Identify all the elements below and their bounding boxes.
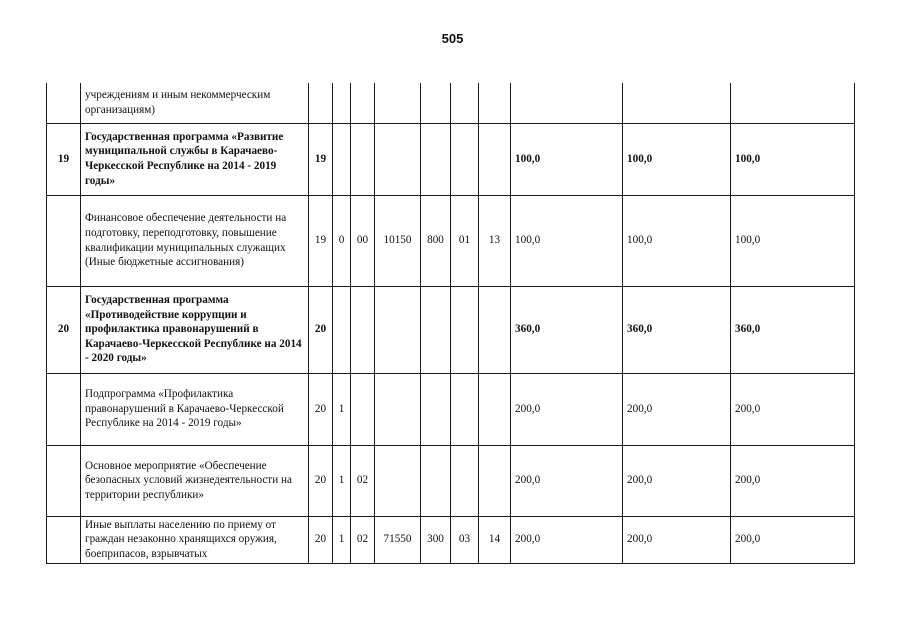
row-number <box>47 373 81 445</box>
code-program: 20 <box>309 516 333 563</box>
amount-year-3: 100,0 <box>731 123 855 195</box>
amount-year-3 <box>731 83 855 123</box>
code-direction: 71550 <box>375 516 421 563</box>
code-activity <box>351 123 375 195</box>
code-subprogram: 1 <box>333 445 351 516</box>
code-subprogram: 0 <box>333 195 351 286</box>
code-activity <box>351 286 375 373</box>
row-name: Государственная программа «Развитие муниципальной службы в Карачаево-Черкесской Республике на 2014 - 2019 годы» <box>81 123 309 195</box>
code-program: 20 <box>309 373 333 445</box>
table-row <box>47 373 855 445</box>
code-direction <box>375 373 421 445</box>
amount-year-3: 200,0 <box>731 445 855 516</box>
row-number <box>47 445 81 516</box>
row-name: учреждениям и иным некоммерческим организациям) <box>81 83 309 123</box>
budget-table <box>46 83 855 564</box>
code-subprogram: 1 <box>333 373 351 445</box>
amount-year-2: 100,0 <box>623 123 731 195</box>
code-direction <box>375 445 421 516</box>
code-activity <box>351 83 375 123</box>
code-direction <box>375 123 421 195</box>
code-subsection <box>479 286 511 373</box>
code-section <box>451 83 479 123</box>
code-subsection <box>479 445 511 516</box>
code-subprogram <box>333 123 351 195</box>
amount-year-2: 200,0 <box>623 516 731 563</box>
row-number: 19 <box>47 123 81 195</box>
code-expense-type <box>421 286 451 373</box>
table-body <box>47 83 855 563</box>
code-section: 01 <box>451 195 479 286</box>
amount-year-2 <box>623 83 731 123</box>
code-expense-type <box>421 445 451 516</box>
table-row <box>47 195 855 286</box>
amount-year-1: 200,0 <box>511 445 623 516</box>
code-subsection: 14 <box>479 516 511 563</box>
code-program: 20 <box>309 286 333 373</box>
code-subsection <box>479 373 511 445</box>
code-subsection <box>479 123 511 195</box>
code-section <box>451 286 479 373</box>
table-row <box>47 445 855 516</box>
code-subsection: 13 <box>479 195 511 286</box>
code-direction <box>375 286 421 373</box>
amount-year-2: 200,0 <box>623 373 731 445</box>
row-name: Подпрограмма «Профилактика правонарушений в Карачаево-Черкесской Республике на 2014 - 2019 годы» <box>81 373 309 445</box>
row-number: 20 <box>47 286 81 373</box>
amount-year-3: 200,0 <box>731 516 855 563</box>
code-activity <box>351 373 375 445</box>
amount-year-3: 200,0 <box>731 373 855 445</box>
code-program <box>309 83 333 123</box>
code-direction: 10150 <box>375 195 421 286</box>
row-name: Иные выплаты населению по приему от граждан незаконно хранящихся оружия, боеприпасов, взрывчатых <box>81 516 309 563</box>
amount-year-1: 100,0 <box>511 123 623 195</box>
page-number: 505 <box>441 31 464 46</box>
amount-year-3: 360,0 <box>731 286 855 373</box>
amount-year-2: 200,0 <box>623 445 731 516</box>
code-direction <box>375 83 421 123</box>
code-section <box>451 373 479 445</box>
table-row <box>47 123 855 195</box>
code-expense-type: 800 <box>421 195 451 286</box>
amount-year-1: 200,0 <box>511 516 623 563</box>
code-program: 19 <box>309 195 333 286</box>
code-subprogram <box>333 83 351 123</box>
code-subprogram <box>333 286 351 373</box>
table-row <box>47 286 855 373</box>
amount-year-2: 100,0 <box>623 195 731 286</box>
row-name: Основное мероприятие «Обеспечение безопасных условий жизнедеятельности на территории республики» <box>81 445 309 516</box>
code-activity: 00 <box>351 195 375 286</box>
code-activity: 02 <box>351 445 375 516</box>
amount-year-1: 360,0 <box>511 286 623 373</box>
amount-year-1: 100,0 <box>511 195 623 286</box>
table-row <box>47 83 855 123</box>
row-number <box>47 195 81 286</box>
code-section: 03 <box>451 516 479 563</box>
row-name: Финансовое обеспечение деятельности на подготовку, переподготовку, повышение квалификации муниципальных служащих (Иные бюджетные ассигнования) <box>81 195 309 286</box>
code-activity: 02 <box>351 516 375 563</box>
row-number <box>47 516 81 563</box>
code-expense-type <box>421 373 451 445</box>
row-number <box>47 83 81 123</box>
code-section <box>451 445 479 516</box>
amount-year-1 <box>511 83 623 123</box>
amount-year-1: 200,0 <box>511 373 623 445</box>
code-program: 20 <box>309 445 333 516</box>
amount-year-2: 360,0 <box>623 286 731 373</box>
row-name: Государственная программа «Противодействие коррупции и профилактика правонарушений в Карачаево-Черкесской Республике на 2014 - 2020 годы» <box>81 286 309 373</box>
code-expense-type <box>421 83 451 123</box>
code-expense-type: 300 <box>421 516 451 563</box>
code-expense-type <box>421 123 451 195</box>
code-program: 19 <box>309 123 333 195</box>
code-subsection <box>479 83 511 123</box>
code-section <box>451 123 479 195</box>
amount-year-3: 100,0 <box>731 195 855 286</box>
table-row <box>47 516 855 563</box>
code-subprogram: 1 <box>333 516 351 563</box>
